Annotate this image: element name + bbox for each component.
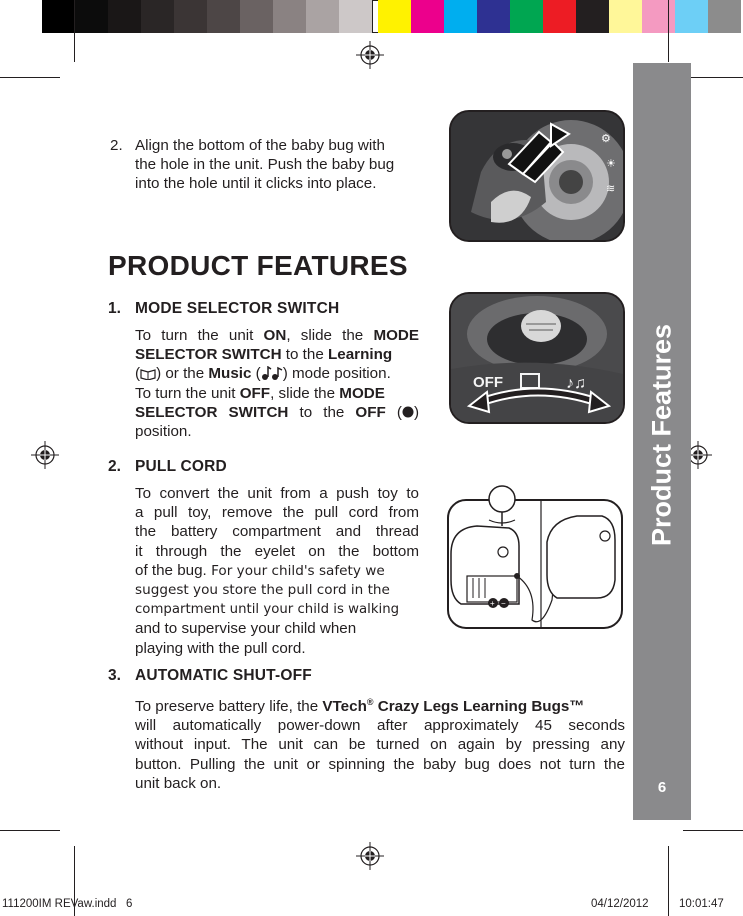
baby-bug-insertion-photo xyxy=(449,110,625,242)
footer-time: 10:01:47 xyxy=(679,898,724,910)
svg-text:♪♫: ♪♫ xyxy=(566,375,586,392)
color-swatch xyxy=(306,0,339,33)
crop-mark xyxy=(683,77,743,78)
off-label: OFF xyxy=(473,374,503,391)
color-swatch xyxy=(609,0,642,33)
section-title: PRODUCT FEATURES xyxy=(108,250,408,281)
footer-file: 111200IM REVaw.indd 6 xyxy=(2,898,133,910)
svg-text:+: + xyxy=(490,599,495,608)
color-swatch xyxy=(543,0,576,33)
pull-cord-description: To convert the unit from a push toy to a pull toy, remove the pull cord from the battery compartment and thread it through the eyelet on the bottom of the bug. For your child's safety we suggest you store the pull cord in the compartment until your child is walking and to supervise your child when playing with the pull cord. xyxy=(135,485,419,657)
crop-mark xyxy=(668,846,669,916)
crop-mark xyxy=(668,0,669,62)
mode-selector-description: To turn the unit ON, slide the MODE SELECTOR SWITCH to the Learning ( ) or the Music ( ) mode position. To turn the unit OFF, slide the MODE SELECTOR SWITCH to the OFF ( ) position. xyxy=(135,327,420,441)
color-swatch xyxy=(108,0,141,33)
crop-mark xyxy=(0,77,60,78)
feature-heading-pull-cord: PULL CORD xyxy=(135,458,227,475)
registration-mark-icon xyxy=(31,441,59,469)
feature-number: 2. xyxy=(108,458,121,475)
crop-mark xyxy=(74,0,75,62)
feature-number: 3. xyxy=(108,667,121,684)
feature-heading-auto-shutoff: AUTOMATIC SHUT-OFF xyxy=(135,667,312,684)
color-swatch xyxy=(510,0,543,33)
learning-mode-icon xyxy=(140,367,156,380)
color-swatch xyxy=(675,0,708,33)
color-swatch xyxy=(339,0,372,33)
feature-heading-mode-selector: MODE SELECTOR SWITCH xyxy=(135,300,340,317)
color-swatch xyxy=(273,0,306,33)
crop-mark xyxy=(0,830,60,831)
mode-selector-photo xyxy=(449,292,625,424)
color-swatch xyxy=(642,0,675,33)
pull-cord-illustration xyxy=(447,480,623,630)
svg-text:☀: ☀ xyxy=(606,158,616,170)
step2-text xyxy=(135,136,425,194)
color-swatch xyxy=(240,0,273,33)
svg-text:≋: ≋ xyxy=(606,183,616,195)
side-tab-title: Product Features xyxy=(646,323,677,547)
svg-text:−: − xyxy=(501,599,506,608)
color-swatch xyxy=(141,0,174,33)
step2-number: 2. xyxy=(110,137,123,154)
feature-number: 1. xyxy=(108,300,121,317)
color-swatch xyxy=(708,0,741,33)
color-swatch xyxy=(207,0,240,33)
color-swatch xyxy=(411,0,444,33)
step2-line: the hole in the unit. Push the baby bug xyxy=(135,156,395,174)
crop-mark xyxy=(683,830,743,831)
step2-line: into the hole until it clicks into place. xyxy=(135,175,377,193)
auto-shutoff-description: To preserve battery life, the VTech® Crazy Legs Learning Bugs™ will automatically power-down after approximately 45 seconds without input. The unit can be turned on again by pressing any button. Pulling the unit or spinning the baby bug does not turn the unit back on. xyxy=(135,697,625,792)
page-number: 6 xyxy=(657,779,667,796)
svg-text:⚙: ⚙ xyxy=(601,133,611,145)
color-swatch xyxy=(444,0,477,33)
color-swatch xyxy=(75,0,108,33)
color-swatch xyxy=(174,0,207,33)
off-position-icon xyxy=(402,406,414,418)
color-swatch xyxy=(477,0,510,33)
music-mode-icon xyxy=(261,366,283,380)
footer-date: 04/12/2012 xyxy=(591,898,649,910)
registration-mark-icon xyxy=(356,41,384,69)
step2-line: Align the bottom of the baby bug with xyxy=(135,137,385,154)
color-swatch xyxy=(378,0,411,33)
color-swatch xyxy=(576,0,609,33)
color-swatch xyxy=(42,0,75,33)
registration-mark-icon xyxy=(356,842,384,870)
